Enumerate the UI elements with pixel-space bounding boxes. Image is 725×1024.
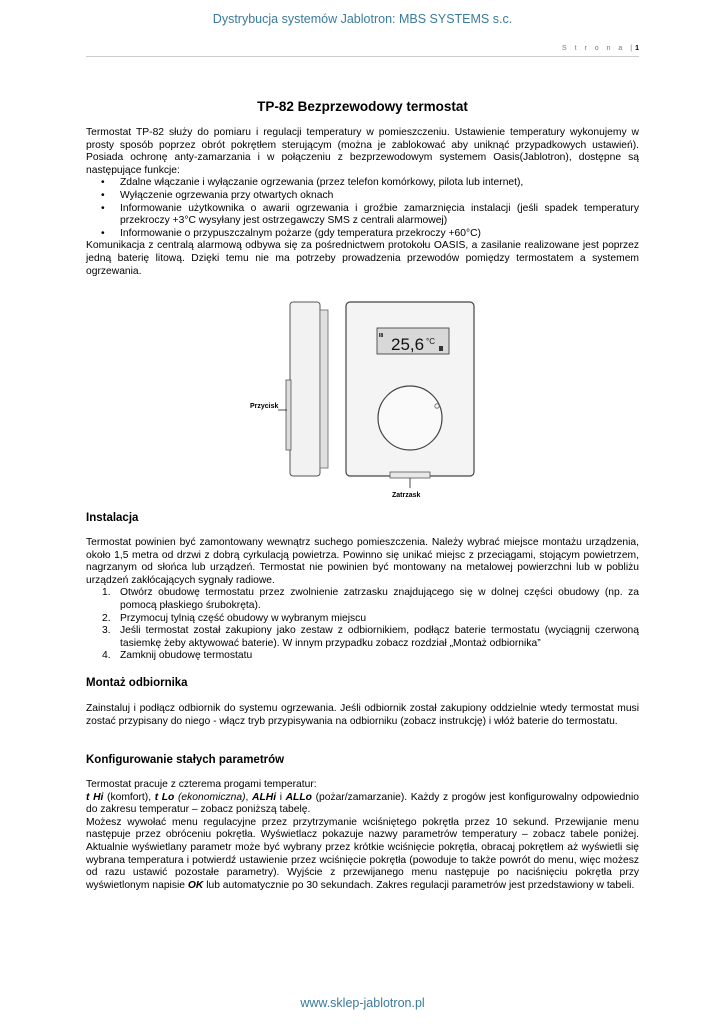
feature-list: [86, 177, 639, 240]
config-paragraph-2: [86, 817, 639, 893]
install-step: [86, 587, 639, 612]
button-shape: [286, 380, 291, 450]
lcd-unit: °C: [426, 337, 435, 346]
header-rule: [86, 56, 639, 57]
step-text: Przymocuj tylnią część obudowy w wybranym miejscu: [120, 612, 367, 624]
step-text: Jeśli termostat został zakupiony jako zestaw z odbiornikiem, podłącz baterie termostatu (wyciągnij czerwoną tasiemkę żeby aktywować baterie). W innym przypadku zobacz rozdział „Montaż odbiornika”: [120, 625, 639, 649]
lock-icon: [439, 346, 443, 351]
install-step: [86, 650, 639, 663]
page-number: [562, 45, 639, 52]
install-steps: [86, 587, 639, 663]
page-num: 1: [635, 45, 639, 52]
page-sep: |: [630, 45, 636, 52]
param-tlo-desc: (ekonomiczna): [174, 791, 246, 803]
button-label: Przycisk: [250, 403, 279, 410]
config-heading: Konfigurowanie stałych parametrów: [86, 754, 285, 766]
step-number: 1.: [102, 587, 111, 599]
feature-item: • Informowanie o przypuszczalnym pożarze (gdy temperatura przekroczy +60°C): [86, 228, 639, 241]
document-title: TP-82 Bezprzewodowy termostat: [257, 99, 468, 114]
config-section: [86, 779, 639, 892]
config-line-2: [86, 792, 639, 817]
intro-paragraph-2: Komunikacja z centralą alarmową odbywa się za pośrednictwem protokołu OASIS, a zasilanie realizowane jest poprzez jedną baterię litową. Dzięki temu nie ma potrzeby prowadzenia przewodów pomiędzy termostatem a systemem ogrzewania.: [86, 240, 639, 277]
step-text: Otwórz obudowę termostatu przez zwolnienie zatrzasku znajdującego się w dolnej części obudowy (np. za pomocą płaskiego śrubokręta).: [120, 587, 639, 611]
install-paragraph: Termostat powinien być zamontowany wewnątrz suchego pomieszczenia. Należy wybrać miejsce montażu urządzenia, około 1,5 metra od drzwi z dobrą cyrkulacją powietrza. Powinno się unikać miejsc z przeciągami, stojącym powietrzem, nagrzanym od słońca lub urządzeń. Termostat nie powinien być montowany na metalowej powierzchni lub w pobliżu urządzeń zakłócających sygnały radiowe.: [86, 537, 639, 586]
install-section: [86, 537, 639, 663]
feature-item: • Wyłączenie ogrzewania przy otwartych oknach: [86, 190, 639, 203]
param-alhi: ALHi: [252, 791, 277, 803]
intro-section: [86, 127, 639, 278]
feature-item: • Informowanie użytkownika o awarii ogrzewania i groźbie zamarznięcia instalacji (jeśli spadek temperatury przekroczy +3°C wysyłany jest ostrzegawczy SMS z centrali alarmowej): [86, 203, 639, 228]
footer-link[interactable]: www.sklep-jablotron.pl: [300, 996, 425, 1010]
config-p2-b: lub automatycznie po 30 sekundach. Zakres regulacji parametrów jest przedstawiony w tabeli.: [203, 879, 635, 891]
step-text: Zamknij obudowę termostatu: [120, 650, 253, 662]
install-heading: Instalacja: [86, 512, 139, 524]
thermostat-figure: [240, 300, 480, 502]
mount-section: [86, 703, 639, 728]
latch-shape: [390, 472, 430, 478]
page-label: S t r o n a: [561, 45, 626, 52]
control-knob: [378, 386, 442, 450]
lcd-temperature: 25,6: [391, 335, 425, 354]
config-line-1: Termostat pracuje z czterema progami temperatur:: [86, 779, 317, 790]
step-number: 4.: [102, 650, 111, 662]
config-line-2-rest: (pożar/zamarzanie). Każdy z progów jest konfigurowalny odpowiednio do zakresu temperatur – zobacz poniższą tabelę.: [86, 791, 640, 816]
ok-text: OK: [187, 879, 204, 891]
install-step: [86, 625, 639, 650]
mount-paragraph: Zainstaluj i podłącz odbiornik do systemu ogrzewania. Jeśli odbiornik został zakupiony oddzielnie wtedy termostat musi zostać przypisany do niego - włącz tryb przypisywania na odbiorniku (zobacz instrukcję) i włóż baterie do termostatu.: [86, 703, 639, 727]
install-step: [86, 613, 639, 626]
param-thi-desc: (komfort),: [103, 791, 155, 803]
lcd-indicator: I8: [379, 333, 384, 339]
page-header: Dystrybucja systemów Jablotron: MBS SYSTEMS s.c.: [212, 12, 513, 26]
separator: ,: [245, 791, 253, 803]
param-thi: t Hi: [86, 791, 104, 803]
feature-item: • Zdalne włączanie i wyłączanie ogrzewania (przez telefon komórkowy, pilota lub internet),: [86, 177, 639, 190]
step-number: 3.: [102, 625, 111, 637]
mount-heading: Montaż odbiornika: [86, 677, 188, 689]
config-p2-a: Możesz wywołać menu regulacyjne przez przytrzymanie wciśniętego pokrętła przez 10 sekund. Przewijanie menu następuje przez obróceniu pokrętła. Wyświetlacz pokazuje nazwy parametrów temperatury – zobacz tabele poniżej. Aktualnie wyświetlany parametr może być wybrany przez krótkie wciśnięcie pokrętła, obracaj pokrętłem aż wyświetli się wybrana temperatura i potwierdź ustawienie przez wciśnięcie pokrętła (powoduje to także powrót do menu, więc możesz od razu ustawić pozostałe parametry). Wyjście z przewijanego menu następuje po naciśnięciu pokrętła przy wyświetlonym napisie: [86, 816, 639, 891]
intro-paragraph: Termostat TP-82 służy do pomiaru i regulacji temperatury w pomieszczeniu. Ustawienie temperatury wykonujemy w prosty sposób poprzez obrót pokrętłem sterującym (można je zablokować aby uniknąć przypadkowych ustawień). Posiada ochronę anty-zamarzania i w połączeniu z bezprzewodowym systemem Oasis(Jablotron), dostępne są następujące funkcje:: [86, 127, 639, 176]
param-tlo: t Lo: [154, 791, 175, 803]
latch-label: Zatrzask: [392, 492, 421, 499]
side-view-back: [320, 310, 328, 468]
param-allo: ALLo: [285, 791, 312, 803]
conjunction: i: [276, 791, 286, 803]
side-view-body: [290, 302, 320, 476]
step-number: 2.: [102, 612, 111, 624]
